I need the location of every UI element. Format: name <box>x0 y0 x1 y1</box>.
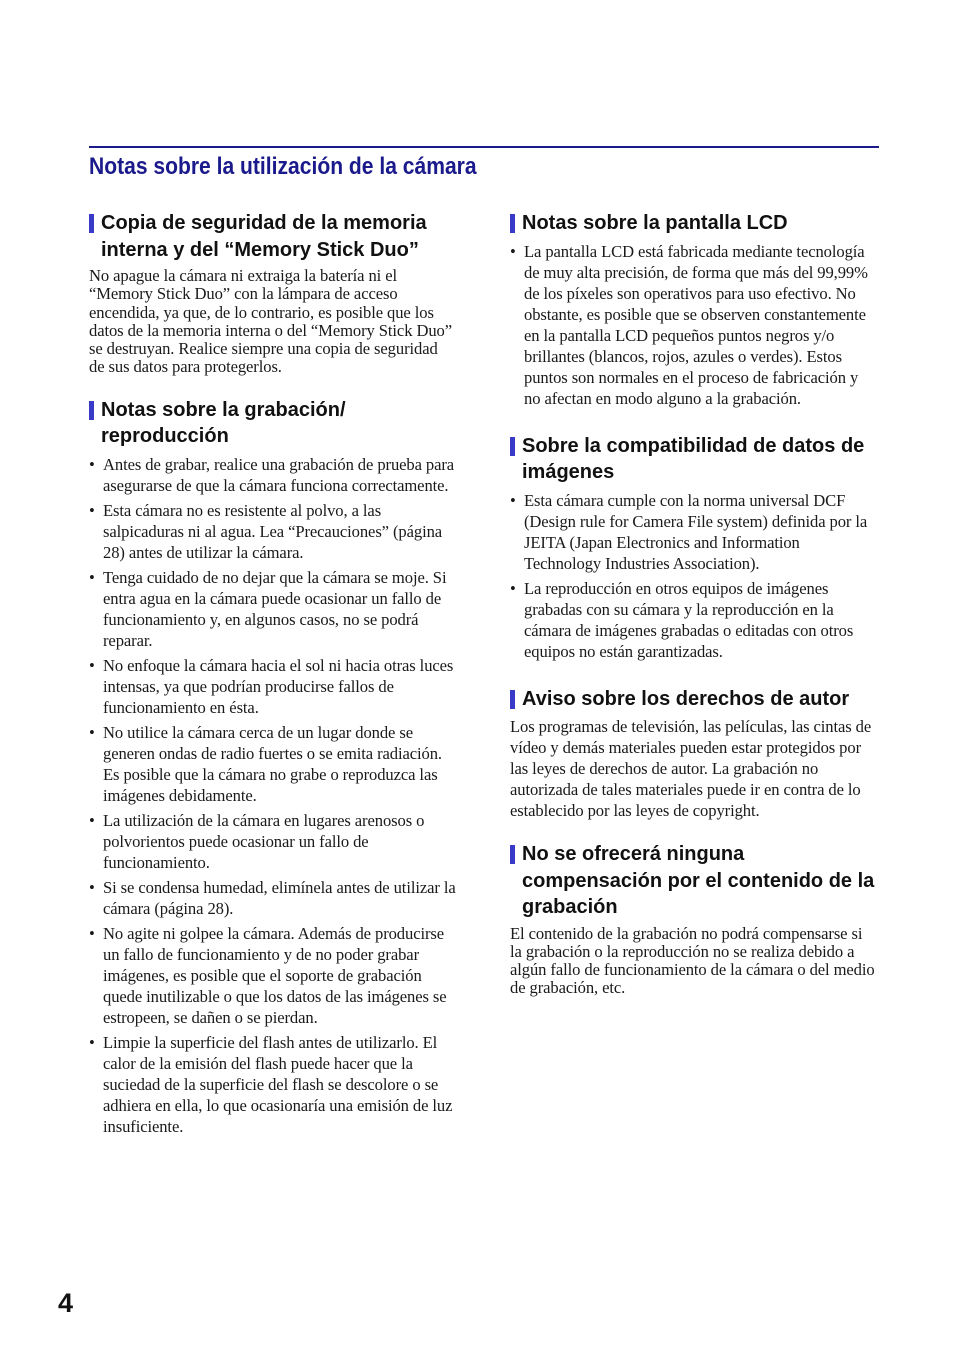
section-recording <box>89 397 457 1137</box>
list-item-text: Tenga cuidado de no dejar que la cámara se moje. Si entra agua en la cámara puede ocasionar un fallo de funcionamiento y, en algunos casos, no se podrá reparar. <box>103 567 447 650</box>
list-item <box>510 578 878 662</box>
heading-bar-icon <box>510 845 515 864</box>
list-item-text: No enfoque la cámara hacia el sol ni hacia otras luces intensas, ya que podrían producirse fallos de funcionamiento en ésta. <box>103 655 454 717</box>
section-heading <box>510 686 878 713</box>
list-item-text: No agite ni golpee la cámara. Además de producirse un fallo de funcionamiento y de no poder grabar imágenes, es posible que el soporte de grabación quede inutilizable o que los datos de las imágenes se estropeen, se dañen o se pierdan. <box>103 923 447 1027</box>
section-paragraph: Los programas de televisión, las películas, las cintas de vídeo y demás materiales pueden estar protegidos por las leyes de derechos de autor. La grabación no autorizada de tales materiales puede ir en contra de lo establecido por las leyes de copyright. <box>510 717 872 820</box>
heading-text: Copia de seguridad de la memoria interna y del “Memory Stick Duo” <box>101 212 427 261</box>
list-item <box>89 454 457 496</box>
section-heading <box>510 210 878 237</box>
list-item-text: Antes de grabar, realice una grabación de prueba para asegurarse de que la cámara funciona correctamente. <box>103 454 455 495</box>
list-item-text: La pantalla LCD está fabricada mediante tecnología de muy alta precisión, de forma que más del 99,99% de los píxeles son operativos para uso efectivo. No obstante, es posible que se observen constantemente en la pantalla LCD pequeños puntos negros y/o brillantes (blancos, rojos, azules o verdes). Estos puntos son normales en el proceso de fabricación y no afectan en modo alguno a la grabación. <box>524 241 868 408</box>
bullet-icon: • <box>89 454 95 474</box>
section-heading <box>89 210 457 263</box>
bullet-icon: • <box>89 923 95 943</box>
list-item <box>89 877 457 919</box>
heading-bar-icon <box>89 401 94 420</box>
bullet-icon: • <box>89 567 95 587</box>
bullet-icon: • <box>510 490 516 510</box>
list-item-text: La utilización de la cámara en lugares arenosos o polvorientos puede ocasionar un fallo de funcionamiento. <box>103 810 425 872</box>
section-compensation <box>510 841 878 998</box>
bullet-list <box>510 490 878 662</box>
list-item <box>89 567 457 651</box>
list-item <box>89 722 457 806</box>
heading-bar-icon <box>89 214 94 233</box>
left-column <box>89 210 457 1141</box>
list-item-text: La reproducción en otros equipos de imágenes grabadas con su cámara y la reproducción en la cámara de imágenes grabadas o editadas con otros equipos no están garantizadas. <box>524 578 854 661</box>
bullet-icon: • <box>89 655 95 675</box>
bullet-icon: • <box>89 722 95 742</box>
list-item <box>89 923 457 1028</box>
list-item-text: Esta cámara cumple con la norma universal DCF (Design rule for Camera File system) definida por la JEITA (Japan Electronics and Information Technology Industries Association). <box>524 490 868 573</box>
heading-text: No se ofrecerá ninguna compensación por el contenido de la grabación <box>522 843 875 918</box>
section-heading <box>89 397 457 450</box>
section-paragraph: El contenido de la grabación no podrá compensarse si la grabación o la reproducción no se realiza debido a algún fallo de funcionamiento de la cámara o del medio de grabación, etc. <box>510 923 875 998</box>
heading-bar-icon <box>510 437 515 456</box>
list-item <box>89 655 457 718</box>
list-item-text: Si se condensa humedad, elimínela antes de utilizar la cámara (página 28). <box>103 877 456 918</box>
list-item <box>510 490 878 574</box>
section-compatibility <box>510 433 878 662</box>
heading-text: Aviso sobre los derechos de autor <box>522 687 850 710</box>
section-lcd <box>510 210 878 409</box>
heading-text: Notas sobre la pantalla LCD <box>522 212 788 234</box>
list-item <box>510 241 878 409</box>
bullet-icon: • <box>89 1032 95 1052</box>
bullet-list <box>89 454 457 1137</box>
bullet-icon: • <box>510 578 516 598</box>
list-item-text: No utilice la cámara cerca de un lugar donde se generen ondas de radio fuertes o se emita radiación. Es posible que la cámara no grabe o reproduzca las imágenes debidamente. <box>103 722 442 805</box>
bullet-icon: • <box>510 241 516 261</box>
bullet-icon: • <box>89 810 95 830</box>
heading-bar-icon <box>510 690 515 709</box>
page-number: 4 <box>58 1288 74 1318</box>
bullet-icon: • <box>89 500 95 520</box>
page-title: Notas sobre la utilización de la cámara <box>89 153 477 180</box>
heading-text: Notas sobre la grabación/ reproducción <box>101 398 346 448</box>
heading-bar-icon <box>510 214 515 233</box>
list-item <box>89 1032 457 1137</box>
section-backup <box>89 210 457 377</box>
heading-text: Sobre la compatibilidad de datos de imágenes <box>522 434 865 483</box>
bullet-list <box>510 241 878 409</box>
right-column <box>510 210 878 998</box>
section-heading <box>510 433 878 486</box>
section-copyright <box>510 686 878 822</box>
section-paragraph: No apague la cámara ni extraiga la batería ni el “Memory Stick Duo” con la lámpara de acceso encendida, ya que, de lo contrario, es posible que los datos de la memoria interna o del “Memory Stick Duo” se destruyan. Realice siempre una copia de seguridad de sus datos para protegerlos. <box>89 266 452 377</box>
list-item <box>89 810 457 873</box>
title-rule <box>89 146 879 148</box>
list-item-text: Limpie la superficie del flash antes de utilizarlo. El calor de la emisión del flash puede hacer que la suciedad de la superficie del flash se descolore o se adhiera en ella, lo que ocasionaría una emisión de luz insuficiente. <box>103 1032 453 1136</box>
list-item <box>89 500 457 563</box>
list-item-text: Esta cámara no es resistente al polvo, a las salpicaduras ni al agua. Lea “Precauciones” (página 28) antes de utilizar la cámara. <box>103 500 443 562</box>
section-heading <box>510 841 878 921</box>
bullet-icon: • <box>89 877 95 897</box>
